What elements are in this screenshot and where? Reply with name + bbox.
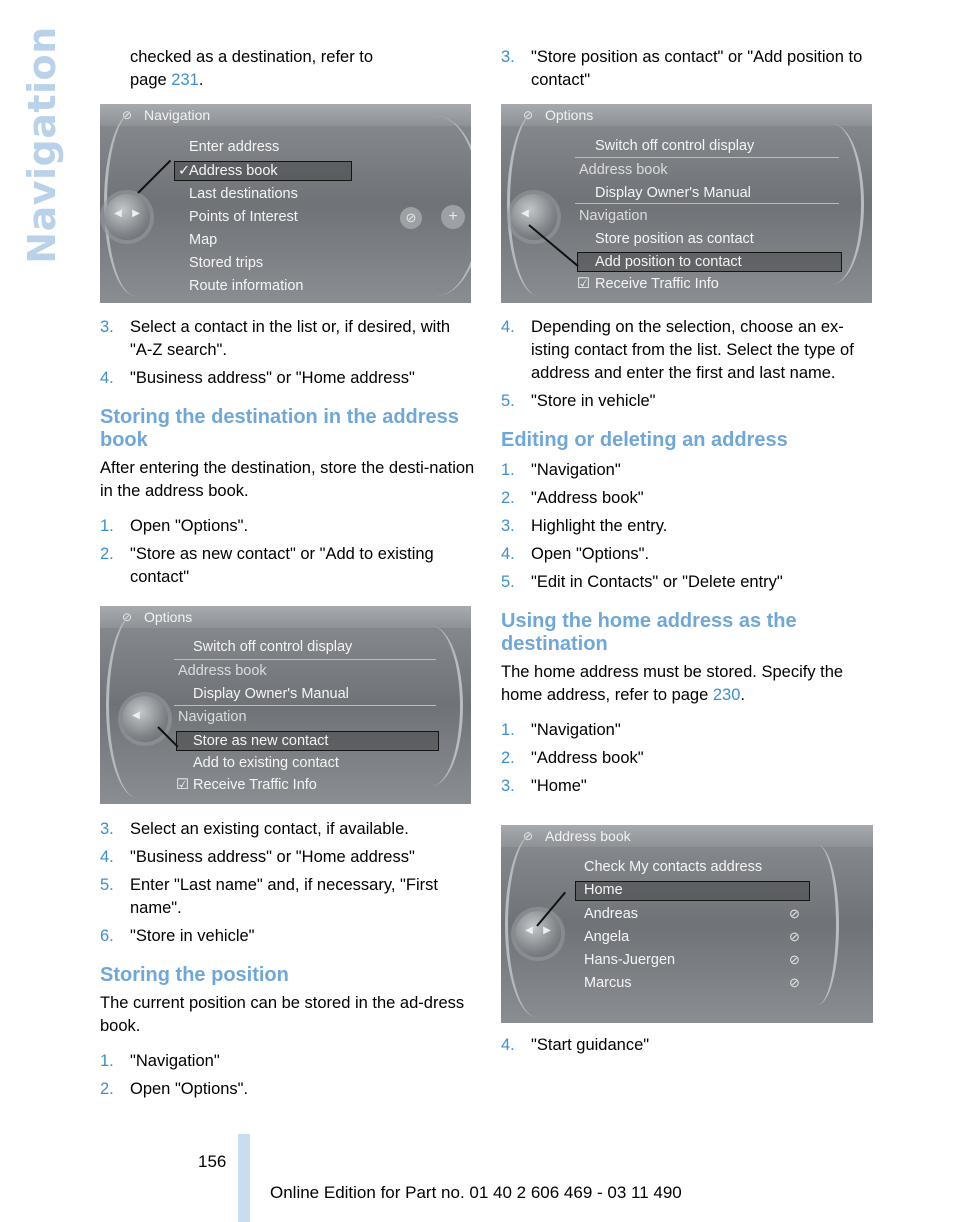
checkbox-checked-icon: ☑	[176, 777, 189, 793]
menu-item-receive-traffic-info[interactable]: Receive Traffic Info	[595, 276, 719, 292]
options-icon: ⊘	[523, 108, 534, 122]
step-text: Enter "Last name" and, if necessary, "First name".	[130, 876, 438, 917]
controller-knob	[515, 911, 561, 957]
menu-item-last-destinations[interactable]: Last destinations	[189, 186, 298, 202]
list-item	[100, 846, 475, 869]
list-item	[100, 874, 475, 920]
list-item	[100, 818, 475, 841]
screen-header-title: Options	[144, 609, 193, 625]
step-number: 1.	[501, 461, 515, 479]
intro-line: checked as a destination, refer to	[130, 48, 374, 66]
left-column-lower	[100, 316, 475, 589]
left-arrow-icon: ◀	[114, 208, 122, 219]
menu-item-store-as-new-contact[interactable]: Store as new contact	[193, 733, 329, 749]
list-item	[501, 747, 881, 770]
step-number: 3.	[100, 820, 114, 838]
step-text: "Navigation"	[130, 1052, 220, 1070]
right-arrow-icon: ▶	[543, 925, 551, 936]
step-number: 2.	[501, 749, 515, 767]
left-arrow-icon: ◀	[521, 208, 529, 219]
page-link-230[interactable]: 230	[712, 686, 741, 704]
page-link-231[interactable]: 231	[171, 71, 199, 89]
menu-item-stored-trips[interactable]: Stored trips	[189, 255, 264, 271]
address-book-icon: ⊘	[523, 829, 534, 843]
list-item	[100, 543, 475, 589]
step-number: 6.	[100, 927, 114, 945]
navigation-arrow-icon: ⊘	[789, 975, 800, 990]
right-arc-decoration	[400, 626, 463, 786]
step-text: "Store in vehicle"	[531, 392, 656, 410]
step-number: 4.	[501, 1036, 515, 1054]
list-item	[501, 515, 881, 538]
list-item	[100, 1050, 475, 1073]
menu-item-add-to-existing-contact[interactable]: Add to existing contact	[193, 755, 339, 771]
section-heading-home-address: Using the home address as the destination	[501, 610, 797, 655]
screenshot-address-book	[501, 825, 873, 1023]
controller-knob	[511, 194, 557, 240]
menu-item-home[interactable]: Home	[584, 882, 623, 898]
menu-section-navigation: Navigation	[178, 709, 247, 725]
step-text: "Address book"	[531, 489, 644, 507]
step-number: 2.	[501, 489, 515, 507]
menu-item-display-owners-manual[interactable]: Display Owner's Manual	[595, 185, 751, 201]
step-number: 2.	[100, 1080, 114, 1098]
right-column-top	[501, 46, 881, 92]
list-item	[501, 543, 881, 566]
settings-circle-icon: ⊘	[400, 207, 422, 229]
paragraph-store-destination: After entering the destination, store the desti-nation in the address book.	[100, 459, 475, 500]
options-icon: ⊘	[122, 610, 133, 624]
step-number: 1.	[501, 721, 515, 739]
right-arc-decoration	[796, 845, 839, 1005]
right-arrow-icon: ▶	[132, 208, 140, 219]
controller-knob	[122, 696, 168, 742]
list-item	[100, 316, 475, 362]
step-number: 1.	[100, 1052, 114, 1070]
menu-item-map[interactable]: Map	[189, 232, 218, 248]
menu-item-store-position-as-contact[interactable]: Store position as contact	[595, 231, 754, 247]
left-column	[100, 46, 475, 92]
menu-item-check-contacts-address[interactable]: Check My contacts address	[584, 859, 763, 875]
screenshot-options-store-contact	[100, 606, 471, 804]
left-arrow-icon: ◀	[525, 925, 533, 936]
step-text: "Business address" or "Home address"	[130, 848, 415, 866]
step-number: 1.	[100, 517, 114, 535]
screen-header	[501, 104, 872, 126]
list-item	[100, 367, 475, 390]
screen-header	[501, 825, 873, 847]
list-item	[100, 1078, 475, 1101]
list-item	[501, 390, 881, 413]
step-number: 4.	[100, 848, 114, 866]
step-text: "Edit in Contacts" or "Delete entry"	[531, 573, 783, 591]
paragraph-store-position: The current position can be stored in the ad-dress book.	[100, 994, 465, 1035]
menu-item-address-book[interactable]: Address book	[189, 163, 278, 179]
step-text: Open "Options".	[130, 517, 249, 535]
menu-item-enter-address[interactable]: Enter address	[189, 139, 280, 155]
screen-header	[100, 606, 471, 628]
menu-divider	[575, 157, 839, 158]
menu-item-route-information[interactable]: Route information	[189, 278, 304, 294]
step-number: 4.	[100, 369, 114, 387]
step-text: "Start guidance"	[531, 1036, 650, 1054]
navigation-arrow-icon: ⊘	[789, 952, 800, 967]
list-item	[501, 1034, 881, 1057]
menu-item-receive-traffic-info[interactable]: Receive Traffic Info	[193, 777, 317, 793]
step-text: Select an existing contact, if available.	[130, 820, 409, 838]
step-text: "Navigation"	[531, 721, 621, 739]
menu-divider	[575, 203, 839, 204]
menu-item-points-of-interest[interactable]: Points of Interest	[189, 209, 298, 225]
controller-knob	[104, 194, 150, 240]
navigation-arrow-icon: ⊘	[789, 906, 800, 921]
right-column-bottom	[501, 1034, 881, 1057]
checkmark-icon: ✓	[178, 163, 191, 179]
step-number: 4.	[501, 545, 515, 563]
step-number: 3.	[501, 48, 515, 66]
menu-section-address-book: Address book	[178, 663, 267, 679]
step-text: "Store as new contact" or "Add to existing contact"	[130, 545, 434, 586]
intro-page-suffix: .	[198, 71, 204, 89]
menu-item-switch-off-display[interactable]: Switch off control display	[193, 639, 353, 655]
contact-marcus[interactable]: Marcus	[584, 975, 632, 991]
section-heading-store-destination: Storing the destination in the address book	[100, 406, 459, 451]
menu-item-display-owners-manual[interactable]: Display Owner's Manual	[193, 686, 349, 702]
step-number: 3.	[100, 318, 114, 336]
checkbox-checked-icon: ☑	[577, 276, 590, 292]
right-column-middle	[501, 316, 881, 798]
menu-item-add-position-to-contact[interactable]: Add position to contact	[595, 254, 742, 270]
step-text: "Address book"	[531, 749, 644, 767]
step-text: Open "Options".	[531, 545, 650, 563]
intro-page-prefix: page	[130, 71, 172, 89]
step-number: 3.	[501, 517, 515, 535]
contact-hans-juergen[interactable]: Hans-Juergen	[584, 952, 676, 968]
navigation-arrow-icon: ⊘	[789, 929, 800, 944]
list-item	[501, 719, 881, 742]
section-heading-edit-delete: Editing or deleting an address	[501, 429, 788, 451]
list-item	[100, 925, 475, 948]
list-item	[501, 571, 881, 594]
menu-item-switch-off-display[interactable]: Switch off control display	[595, 138, 755, 154]
plus-circle-icon: +	[441, 205, 465, 229]
step-text: "Business address" or "Home address"	[130, 369, 415, 387]
contact-andreas[interactable]: Andreas	[584, 906, 639, 922]
step-number: 2.	[100, 545, 114, 563]
screenshot-options-store-position	[501, 104, 872, 303]
screen-header-title: Options	[545, 107, 594, 123]
step-text: "Store in vehicle"	[130, 927, 255, 945]
screen-header-title: Navigation	[144, 107, 211, 123]
footer-edition-text: Online Edition for Part no. 01 40 2 606 469 - 03 11 490	[270, 1183, 682, 1202]
screen-header-title: Address book	[545, 828, 631, 844]
step-number: 5.	[501, 573, 515, 591]
navigation-icon: ⊘	[122, 108, 133, 122]
intro-text	[100, 46, 475, 92]
step-number: 3.	[501, 777, 515, 795]
menu-divider	[174, 659, 436, 660]
step-text: "Store position as contact" or "Add position to contact"	[531, 48, 863, 89]
screenshot-navigation-menu	[100, 104, 471, 303]
left-column-bottom	[100, 818, 475, 1101]
list-item	[501, 487, 881, 510]
step-text: "Home"	[531, 777, 587, 795]
list-item	[501, 775, 881, 798]
step-number: 4.	[501, 318, 515, 336]
step-text: Highlight the entry.	[531, 517, 668, 535]
list-item	[501, 46, 881, 92]
step-text: Select a contact in the list or, if desired, with "A-Z search".	[130, 318, 451, 359]
side-section-title-text: Navigation	[20, 26, 64, 264]
step-number: 5.	[501, 392, 515, 410]
list-item	[100, 515, 475, 538]
screen-header	[100, 104, 471, 126]
menu-divider	[174, 705, 436, 706]
side-section-title	[20, 26, 64, 264]
step-text: "Navigation"	[531, 461, 621, 479]
footer-accent-bar	[238, 1134, 250, 1222]
step-text: Open "Options".	[130, 1080, 249, 1098]
contact-angela[interactable]: Angela	[584, 929, 630, 945]
step-number: 5.	[100, 876, 114, 894]
menu-section-navigation: Navigation	[579, 208, 648, 224]
list-item	[501, 316, 881, 385]
step-text: Depending on the selection, choose an ex-isting contact from the list. Select the type of address and enter the first and last name.	[531, 318, 854, 382]
page-number: 156	[198, 1152, 227, 1171]
menu-section-address-book: Address book	[579, 162, 668, 178]
paragraph-home-address	[501, 661, 881, 707]
list-item	[501, 459, 881, 482]
home-paragraph-suffix: .	[740, 686, 745, 704]
home-paragraph-text: The home address must be stored. Specify the home address, refer to page	[501, 663, 844, 704]
left-arrow-icon: ◀	[132, 710, 140, 721]
section-heading-store-position: Storing the position	[100, 964, 289, 986]
